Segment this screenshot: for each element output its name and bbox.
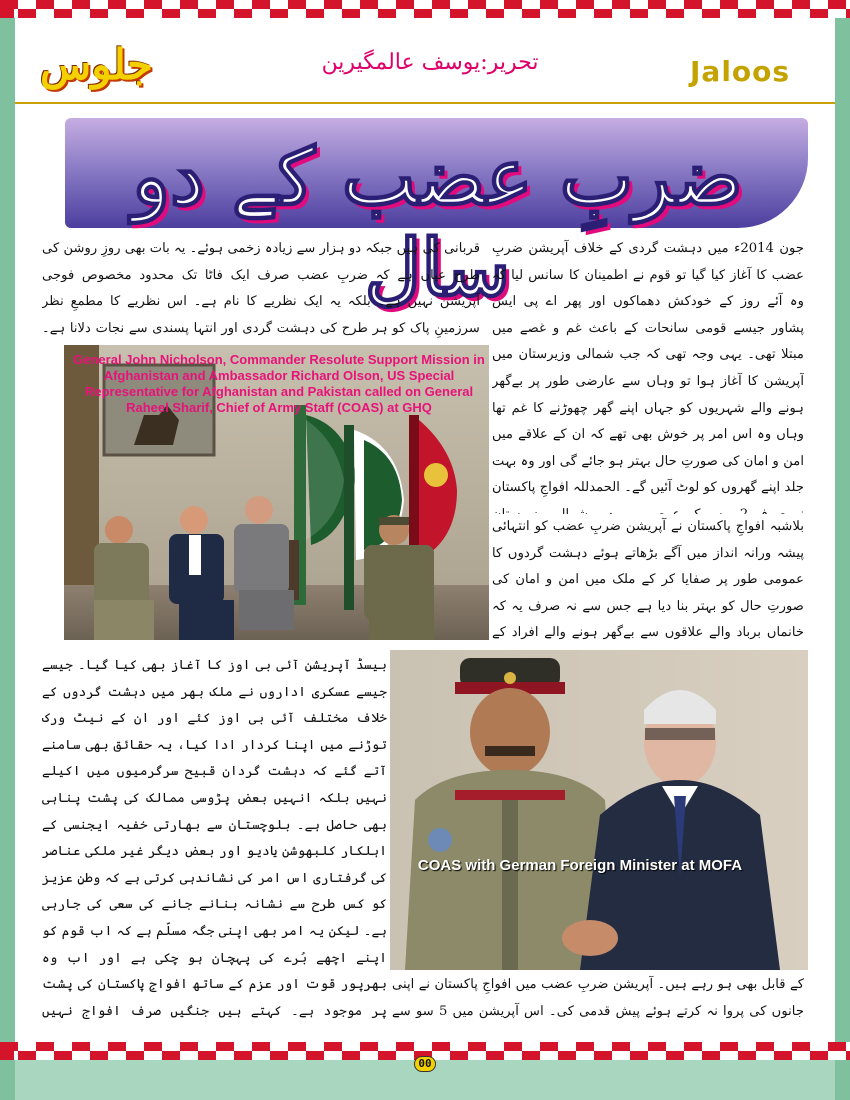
left-border-band xyxy=(0,18,15,1100)
handshake-photo-illustration xyxy=(390,650,808,970)
top-checker-border xyxy=(0,9,850,18)
article-text-left-top: قربانی کی ہیں جبکہ دو ہزار سے زیادہ زخمی ہوئے۔ یہ بات بھی روزِ روشن کی طرح عیاں ہے کہ ضربِ عضب صرف ایک فاٹا تک محدود مخصوص فوجی آپریشن نہیں ہے۔ بلکہ یہ ایک نظریے کا نام ہے۔ اس نظریے کا مطمعِ نظر سرزمینِ پاک کو ہر طرح کی دہشت گردی اور انتہا پسندی سے نجات دلانا ہے۔ xyxy=(42,241,480,336)
article-text-right-middle: بلاشبہ افواجِ پاکستان نے آپریشن ضربِ عضب کو انتہائی پیشہ ورانہ انداز میں آگے بڑھاتے ہوئے دہشت گردوں کا عمومی طور پر صفایا کر کے ملک میں امن و امان کی صورتِ حال کو بہتر بنا دیا ہے جس سے نہ صرف یہ کہ خانماں برباد والے علاقوں سے بےگھر ہونے والے افراد کے xyxy=(492,514,804,662)
article-text-right-top: جون 2014ء میں دہشت گردی کے خلاف آپریشن ضربِ عضب کا آغاز کیا گیا تو قوم نے اطمینان کا سانس لیا کہ وہ آئے روز کے خودکش دھماکوں اور پھر اے پی ایس پشاور جیسے قومی سانحات کے باعث غم و غصے میں مبتلا تھی۔ یہی وجہ تھی کہ جب شمالی وزیرستان میں آپریشن کا آغاز ہوا تو وہاں سے عارضی طور پر بےگھر ہونے والے شہریوں کو جہاں اپنے گھر چھوڑنے کا غم تھا وہاں وہ اس امر پر خوش بھی تھے کہ ان کے علاقے میں امن و امان کی صورتِ حال بہتر ہو جائے گی اور وہ بہت جلد اپنے گھروں کو لوٹ آئیں گے۔ الحمدللہ افواجِ پاکستان xyxy=(492,241,804,496)
right-border-band xyxy=(835,18,850,1100)
article-title: ضربِ عضب کے دو سال xyxy=(132,132,743,314)
article-text-right-bottom: کے قابل بھی ہو رہے ہیں۔ آپریشن ضربِ عضب میں افواجِ پاکستان نے اپنی جانوں کی پروا نہ کرتے ہوئے پیش قدمی کی۔ اس آپریشن میں 5 سو سے xyxy=(392,977,804,1019)
bottom-checker-border xyxy=(0,1042,850,1051)
coas-german-fm-photo xyxy=(390,650,808,970)
header-rule xyxy=(15,102,835,104)
top-checker-border xyxy=(0,0,850,9)
jaloos-english-logo: Jaloos xyxy=(690,55,791,88)
author-byline: تحریر:یوسف عالمگیرین xyxy=(321,50,539,75)
article-text-left-bottom: بیسڈ آپریشن آئی بی اوز کا آغاز بھی کیا گیا۔ جیسے جیسے عسکری اداروں نے ملک بھر میں دہشت گردوں کے خلاف مختلف آئی بی اوز کئے اور ان کے نیٹ ورک توڑنے میں اپنا کردار ادا کیا، یہ حقائق بھی سامنے آتے گئے کہ دہشت گردان قبیح سرگرمیوں میں اکیلے نہیں بلکہ انہیں بعض پڑوسی ممالک کی پشت پناہی بھی حاصل ہے۔ بلوچستان سے بھارتی خفیہ ایجنسی کے اہلکار کلبھوشن یادیو اور بعض دیگر غیر ملکی عناصر کی گرفتاری اس امر کی نشاندہی کرتی ہے کہ وطنِ عزیز کو کس طرح سے نشانہ بنانے جانے کی سعی کی جارہی ہے۔ لیکن یہ امر بھی اپنی جگہ مسلّم ہے کہ اب قوم کو اپنے اچھے بُرے کی پہچان ہو چکی ہے اور اب وہ بھرپور قوت اور عزم کے ساتھ افواجِ پاکستان کی پشت پر موجود ہے۔ کہتے ہیں جنگیں صرف افواج نہیں xyxy=(42,658,387,1019)
page-number: 00 xyxy=(414,1056,436,1072)
jaloos-urdu-logo: جلوس xyxy=(40,40,153,89)
top-photo-caption: General John Nicholson, Commander Resolute Support Mission in Afghanistan and Ambassador Richard Olson, US Special Representative for Afghanistan and Pakistan called on General Raheel Sharif, Chief of Army Staff (COAS) at GHQ xyxy=(73,352,485,415)
bottom-photo-caption: COAS with German Foreign Minister at MOFA xyxy=(417,857,743,874)
